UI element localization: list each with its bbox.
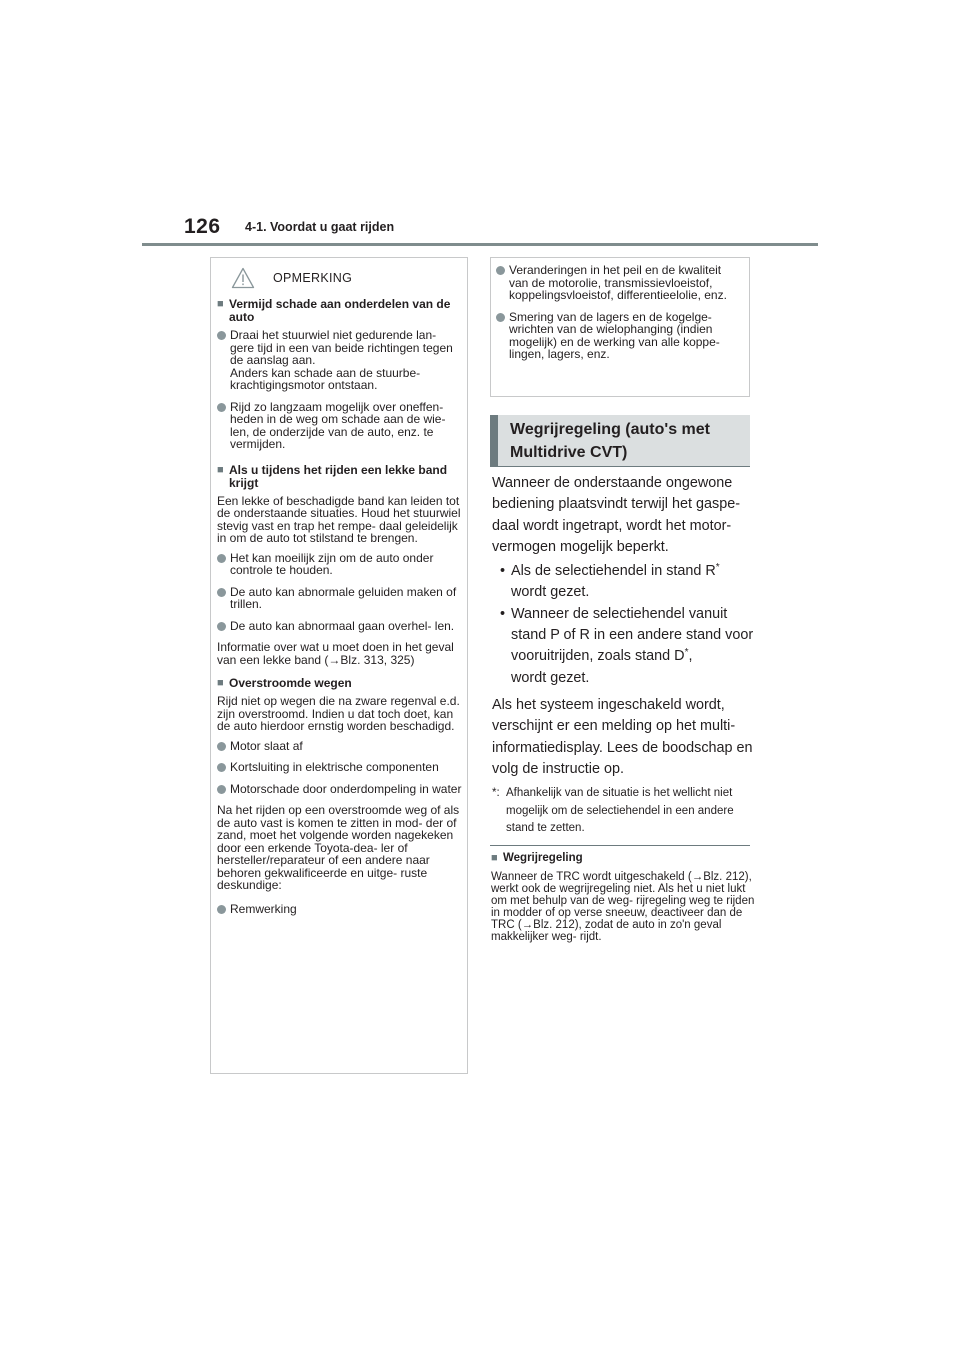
header-divider bbox=[142, 243, 818, 246]
notice-box-continued bbox=[490, 257, 750, 397]
bullet-icon bbox=[217, 905, 226, 914]
list-item: Draai het stuurwiel niet gedurende lan- gere tijd in een van beide richtingen tegen de aanslag aan. Anders kan schade aan de stuurbe- krachtigingsmotor ontstaan. bbox=[217, 329, 462, 392]
subsection-heading: ■ Wegrijregeling bbox=[491, 852, 583, 864]
list-item: Het kan moeilijk zijn om de auto onder controle te houden. bbox=[217, 552, 462, 577]
section-heading bbox=[490, 415, 750, 467]
list-item: De auto kan abnormale geluiden maken of trillen. bbox=[217, 586, 462, 611]
bullet-icon bbox=[217, 763, 226, 772]
result-paragraph: Als het systeem ingeschakeld wordt, verschijnt er een melding op het multi- informatiedisplay. Lees de boodschap en volg de instructie op. bbox=[492, 696, 753, 777]
bullet-icon bbox=[217, 331, 226, 340]
page-number: 126 bbox=[184, 215, 221, 238]
section-heading-line: Multidrive CVT) bbox=[510, 444, 628, 461]
square-bullet-icon: ■ bbox=[217, 677, 224, 689]
notice-paragraph: Na het rijden op een overstroomde weg of als de auto vast is komen te zitten in mod- der of zand, moet het volgende worden nagekeken door een erkende Toyota-dea- ler of hersteller/reparateur of een andere naar behoren gekwalificeerde en uitge- ruste deskundige: bbox=[217, 803, 460, 892]
notice-paragraph: Rijd niet op wegen die na zware regenval e.d. zijn overstroomd. Indien u dat toch doet, kan de auto hierdoor ernstig worden beschadigd. bbox=[217, 694, 460, 733]
bullet-icon bbox=[496, 313, 505, 322]
list-item: Rijd zo langzaam mogelijk over oneffen- heden in de weg om schade aan de wie- len, de onderzijde van de auto, enz. te vermijden. bbox=[217, 401, 462, 451]
bullet-icon bbox=[217, 588, 226, 597]
list-item: Motorschade door onderdompeling in water bbox=[217, 783, 462, 796]
list-item: • Wanneer de selectiehendel vanuit stand P of R in een andere stand voor vooruitrijden, zoals stand D*, wordt gezet. bbox=[500, 605, 754, 686]
square-bullet-icon: ■ bbox=[217, 463, 224, 476]
warning-triangle-icon bbox=[231, 267, 255, 289]
section-title: 4-1. Voordat u gaat rijden bbox=[245, 220, 395, 234]
list-item: De auto kan abnormaal gaan overhel- len. bbox=[217, 620, 462, 633]
list-item: Motor slaat af bbox=[217, 740, 462, 753]
list-item: Kortsluiting in elektrische componenten bbox=[217, 761, 462, 774]
notice-label: OPMERKING bbox=[273, 271, 353, 285]
notice-heading-flooded: ■ Overstroomde wegen bbox=[217, 676, 352, 690]
notice-paragraph: Informatie over wat u moet doen in het geval van een lekke band (→Blz. 313, 325) bbox=[217, 640, 454, 667]
main-body bbox=[492, 473, 754, 838]
intro-paragraph: Wanneer de onderstaande ongewone bediening plaatsvindt terwijl het gaspe- daal wordt ingetrapt, wordt het motor- vermogen mogelijk beperkt. bbox=[492, 475, 740, 555]
subsection-divider bbox=[490, 845, 750, 846]
bullet-icon bbox=[496, 266, 505, 275]
subsection-paragraph: Wanneer de TRC wordt uitgeschakeld (→Blz. 212), werkt ook de wegrijregeling niet. Als het u niet lukt om met behulp van de weg- rijregeling weg te rijden in modder of op verse sneeuw, deactiveer dan de TRC (→Blz. 212), zodat de auto in zo'n geval makkelijker weg- rijdt. bbox=[491, 871, 755, 943]
list-item: Smering van de lagers en de kogelge- wrichten van de wielophanging (indien mogelijk) en de werking van alle koppe- lingen, lagers, enz. bbox=[496, 311, 743, 361]
subsection bbox=[491, 852, 755, 943]
bullet-icon bbox=[217, 622, 226, 631]
bullet-icon bbox=[217, 742, 226, 751]
notice-heading-damage: ■ Vermijd schade aan onderdelen van de auto bbox=[217, 297, 451, 324]
square-bullet-icon: ■ bbox=[217, 298, 224, 310]
notice-heading-flat-tire: ■ Als u tijdens het rijden een lekke band krijgt bbox=[217, 462, 448, 490]
notice-header bbox=[217, 264, 462, 292]
bullet-icon bbox=[217, 785, 226, 794]
bullet-icon bbox=[217, 554, 226, 563]
square-bullet-icon: ■ bbox=[491, 852, 498, 864]
bullet-icon bbox=[217, 403, 226, 412]
list-item: Veranderingen in het peil en de kwaliteit van de motorolie, transmissievloeistof, koppelingsvloeistof, differentieelolie, enz. bbox=[496, 264, 743, 302]
notice-box bbox=[210, 257, 468, 1074]
notice-paragraph: Een lekke of beschadigde band kan leiden tot de onderstaande situaties. Houd het stuurwiel stevig vast en trap het rempe- daal geleidelijk in om de auto tot stilstand te brengen. bbox=[217, 493, 461, 545]
list-item: Remwerking bbox=[217, 903, 462, 916]
page-header bbox=[0, 0, 960, 250]
footnote: *: Afhankelijk van de situatie is het wellicht niet mogelijk om de selectiehendel in een andere stand te zetten. bbox=[492, 787, 734, 835]
section-heading-line: Wegrijregeling (auto's met bbox=[510, 421, 710, 438]
list-item: • Als de selectiehendel in stand R* wordt gezet. bbox=[500, 562, 720, 601]
